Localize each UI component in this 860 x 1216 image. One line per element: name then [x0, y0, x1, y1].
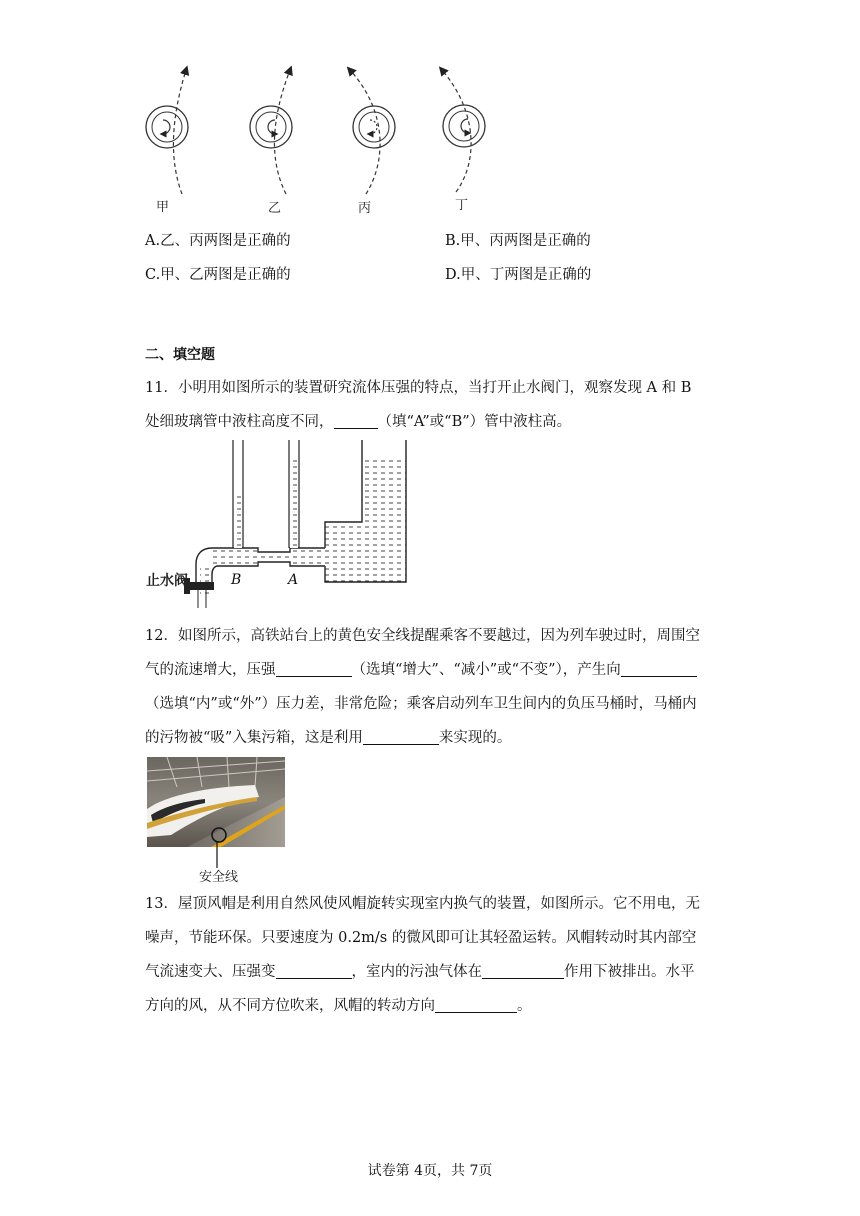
- label-yi: 乙: [268, 201, 282, 216]
- q12-line4: [145, 728, 511, 748]
- q13-text-e: 。: [517, 998, 532, 1014]
- q13-blank-3[interactable]: [435, 996, 517, 1013]
- ball-rotation-figure: [130, 62, 510, 222]
- option-text: 甲、乙两图是正确的: [160, 267, 291, 283]
- q13-line3: [145, 962, 695, 982]
- option-letter: A.: [145, 233, 161, 249]
- option-text: 甲、丙两图是正确的: [460, 233, 591, 249]
- q12-blank-3[interactable]: [363, 728, 439, 745]
- q12-blank-1[interactable]: [276, 660, 352, 677]
- q11-line1: 11．小明用如图所示的装置研究流体压强的特点，当打开止水阀门，观察发现 A 和 B: [145, 380, 692, 396]
- train-platform-photo: [147, 757, 285, 847]
- caption-pointer-line: [215, 842, 219, 868]
- option-text: 甲、丁两图是正确的: [460, 267, 592, 283]
- q11-line2: [145, 412, 571, 432]
- option-d[interactable]: [445, 265, 591, 285]
- q13-text-a: 气流速变大、压强变: [145, 964, 276, 980]
- q13-text-d: 方向的风，从不同方位吹来，风帽的转动方向: [145, 998, 435, 1014]
- q12-text-c: 的污物被“吸”入集污箱，这是利用: [145, 730, 363, 746]
- ball-bing-diagram: [350, 70, 395, 194]
- option-letter: D.: [445, 267, 461, 283]
- option-letter: C.: [145, 267, 161, 283]
- q13-blank-2[interactable]: [482, 962, 564, 979]
- label-ding: 丁: [455, 198, 469, 213]
- section-title: 二、填空题: [145, 347, 215, 363]
- ball-yi-diagram: [250, 70, 292, 194]
- q13-line2: 噪声，节能环保。只要速度为 0.2m/s 的微风即可让其轻盈运转。风帽转动时其内部空: [145, 930, 697, 946]
- option-c[interactable]: [145, 265, 291, 285]
- option-a[interactable]: [145, 231, 291, 251]
- q12-text-a: 气的流速增大，压强: [145, 662, 276, 678]
- option-text: 乙、丙两图是正确的: [160, 233, 291, 249]
- q13-text-c: 作用下被排出。水平: [564, 964, 695, 980]
- option-b[interactable]: [445, 231, 591, 251]
- q12-blank-2[interactable]: [621, 660, 697, 677]
- q12-line2: [145, 660, 697, 680]
- ball-jia-diagram: [146, 70, 188, 194]
- q13-line4: [145, 996, 532, 1016]
- q13-line1: 13．屋顶风帽是利用自然风使风帽旋转实现室内换气的装置，如图所示。它不用电，无: [145, 896, 700, 912]
- option-letter: B.: [445, 233, 461, 249]
- ball-ding-diagram: [442, 70, 485, 192]
- valve-label: 止水阀: [146, 573, 188, 589]
- label-a: A: [288, 572, 299, 588]
- q11-text-b: （填“A”或“B”）管中液柱高。: [377, 414, 572, 430]
- label-jia: 甲: [156, 200, 170, 215]
- label-bing: 丙: [358, 201, 372, 216]
- q11-text-a: 处细玻璃管中液柱高度不同，: [145, 414, 334, 430]
- label-b: B: [231, 572, 242, 588]
- safety-line-caption: 安全线: [199, 870, 239, 885]
- q12-text-b: （选填“增大”、“减小”或“不变”），产生向: [351, 662, 621, 678]
- q12-text-d: 来实现的。: [438, 730, 512, 746]
- q13-blank-1[interactable]: [276, 962, 352, 979]
- q13-text-b: ，室内的污浊气体在: [351, 964, 482, 980]
- page-footer: 试卷第 4页，共 7页: [367, 1163, 493, 1179]
- q12-line1: 12．如图所示，高铁站台上的黄色安全线提醒乘客不要越过，因为列车驶过时，周围空: [145, 628, 700, 644]
- q12-line3: （选填“内”或“外”）压力差，非常危险；乘客启动列车卫生间内的负压马桶时，马桶内: [145, 696, 697, 712]
- q11-answer-blank[interactable]: [334, 412, 378, 429]
